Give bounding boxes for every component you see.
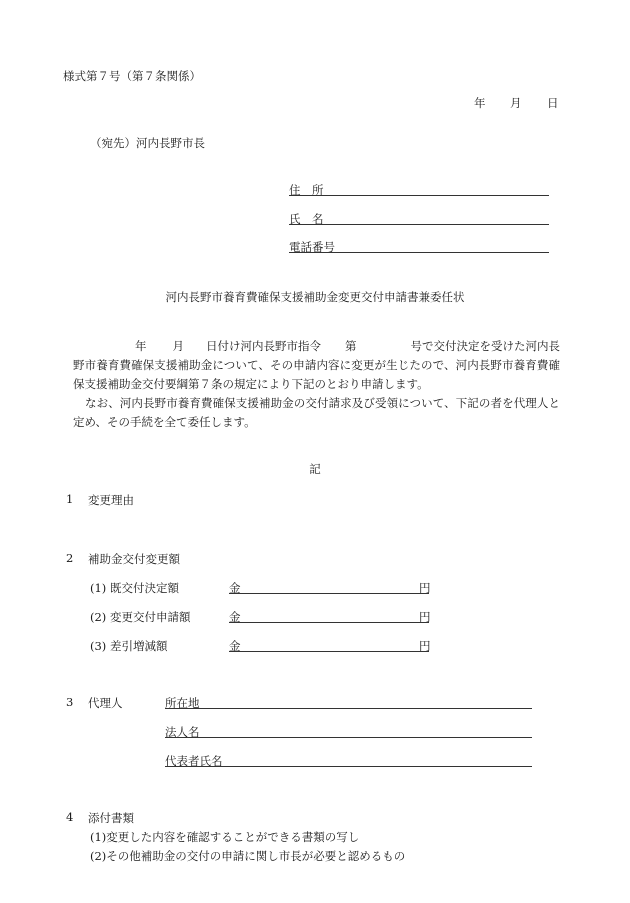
amount-row-3-suffix: 円 xyxy=(419,639,431,653)
amount-row-1-prefix: 金 xyxy=(229,581,241,595)
amount-row-2-field[interactable] xyxy=(229,622,429,623)
addressee: （宛先）河内長野市長 xyxy=(90,136,205,150)
agent-representative-label: 代表者氏名 xyxy=(165,754,223,768)
agent-corporation-label: 法人名 xyxy=(165,725,200,739)
amount-row-3-field[interactable] xyxy=(229,651,429,652)
date-day-label: 日 xyxy=(547,96,559,110)
name-field[interactable] xyxy=(289,224,549,225)
section-3-number: 3 xyxy=(66,695,74,709)
amount-row-2-label: (2) 変更交付申請額 xyxy=(90,610,191,624)
amount-row-2-prefix: 金 xyxy=(229,610,241,624)
date-month-label: 月 xyxy=(510,96,522,110)
agent-location-label: 所在地 xyxy=(165,696,200,710)
body-month: 月 xyxy=(172,339,184,353)
form-number: 様式第７号（第７条関係） xyxy=(63,69,201,83)
amount-row-1-suffix: 円 xyxy=(419,581,431,595)
agent-corporation-field[interactable] xyxy=(165,737,532,738)
body-paragraph-1 xyxy=(73,337,560,394)
body-number-prefix: 第 xyxy=(345,339,357,353)
agent-representative-field[interactable] xyxy=(165,766,532,767)
section-4-number: 4 xyxy=(66,810,74,824)
phone-label: 電話番号 xyxy=(289,240,335,254)
section-2-label: 補助金交付変更額 xyxy=(88,552,180,566)
ki-mark: 記 xyxy=(309,462,321,476)
name-label: 氏 名 xyxy=(289,212,324,226)
amount-row-2-suffix: 円 xyxy=(419,610,431,624)
address-field[interactable] xyxy=(289,195,549,196)
agent-location-field[interactable] xyxy=(165,708,532,709)
phone-field[interactable] xyxy=(289,252,549,253)
body-number-suffix: 号で交付決定を受けた河内長野市養育費確保支援補助金について、その申請内容に変更が生じたので、河内長野市養育費確保支援補助金交付要綱第７条の規定により下記のとおり申請します。 xyxy=(73,339,560,391)
section-4-label: 添付書類 xyxy=(88,811,134,825)
body-year: 年 xyxy=(135,339,147,353)
document-title: 河内長野市養育費確保支援補助金変更交付申請書兼委任状 xyxy=(165,290,465,304)
amount-row-3-prefix: 金 xyxy=(229,639,241,653)
amount-row-1-field[interactable] xyxy=(229,593,429,594)
section-1-label: 変更理由 xyxy=(88,493,134,507)
date-year-label: 年 xyxy=(474,96,486,110)
attachment-item-2: (2)その他補助金の交付の申請に関し市長が必要と認めるもの xyxy=(90,849,406,863)
body-paragraph-2: なお、河内長野市養育費確保支援補助金の交付請求及び受領について、下記の者を代理人と定め、その手続を全て委任します。 xyxy=(73,396,560,429)
attachment-item-1: (1)変更した内容を確認することができる書類の写し xyxy=(90,830,360,844)
section-2-number: 2 xyxy=(66,551,74,565)
amount-row-3-label: (3) 差引増減額 xyxy=(90,639,168,653)
section-1-number: 1 xyxy=(66,492,74,506)
amount-row-1-label: (1) 既交付決定額 xyxy=(90,581,179,595)
address-label: 住 所 xyxy=(289,183,324,197)
section-3-label: 代理人 xyxy=(88,696,123,710)
body-day-prefix: 日付け河内長野市指令 xyxy=(206,339,321,353)
